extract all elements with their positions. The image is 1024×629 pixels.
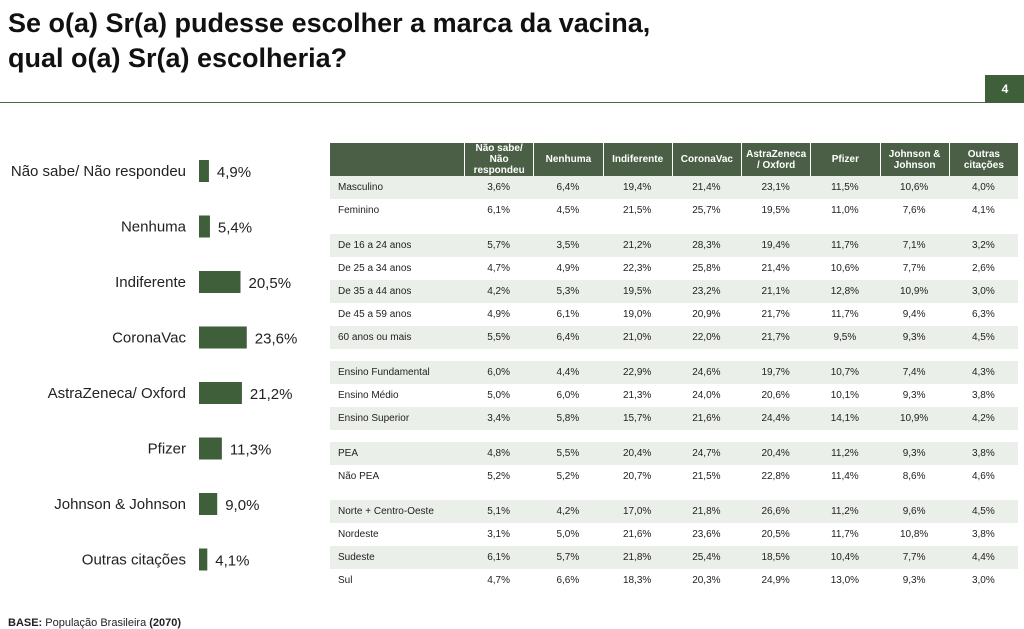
table-cell: 3,1% — [464, 523, 533, 546]
table-cell: 5,0% — [464, 384, 533, 407]
table-cell: 4,4% — [949, 546, 1018, 569]
table-cell: 21,4% — [672, 176, 741, 199]
table-cell: 6,0% — [533, 384, 602, 407]
table-cell: 10,7% — [810, 361, 879, 384]
table-cell: 7,4% — [880, 361, 949, 384]
table-cell: 9,3% — [880, 569, 949, 592]
table-cell: 20,7% — [603, 465, 672, 488]
table-cell: 3,5% — [533, 234, 602, 257]
column-header: AstraZeneca / Oxford — [741, 143, 810, 176]
table-cell: 23,2% — [672, 280, 741, 303]
table-cell: 4,1% — [949, 199, 1018, 222]
category-label: Johnson & Johnson — [54, 496, 186, 513]
table-header-row — [330, 143, 1018, 176]
table-cell: 19,4% — [741, 234, 810, 257]
table-cell: 4,7% — [464, 257, 533, 280]
table-cell: 3,6% — [464, 176, 533, 199]
table-row — [330, 500, 1018, 523]
data-label: 20,5% — [248, 275, 292, 292]
table-cell: 5,3% — [533, 280, 602, 303]
base-n: (2070) — [149, 617, 182, 629]
table-row — [330, 326, 1018, 349]
table-cell: 5,2% — [533, 465, 602, 488]
bar — [199, 493, 217, 515]
table-cell: 3,2% — [949, 234, 1018, 257]
table-cell: 6,1% — [464, 199, 533, 222]
table-cell: 23,6% — [672, 523, 741, 546]
header-divider — [0, 102, 1006, 103]
table-cell: 4,8% — [464, 442, 533, 465]
table-cell: 9,5% — [810, 326, 879, 349]
table-cell: 20,6% — [741, 384, 810, 407]
table-cell: 6,3% — [949, 303, 1018, 326]
category-label: Nenhuma — [120, 218, 186, 236]
table-cell: 5,2% — [464, 465, 533, 488]
bar — [199, 271, 241, 293]
table-cell: 11,7% — [810, 523, 879, 546]
table-cell: 3,8% — [949, 384, 1018, 407]
table-cell: 5,1% — [464, 500, 533, 523]
table-cell: 21,5% — [603, 199, 672, 222]
table-row — [330, 384, 1018, 407]
table-row — [330, 280, 1018, 303]
table-cell: 10,6% — [810, 257, 879, 280]
table-cell: 25,8% — [672, 257, 741, 280]
table-cell: 4,7% — [464, 569, 533, 592]
table-cell: 4,6% — [949, 465, 1018, 488]
table-cell: 9,3% — [880, 442, 949, 465]
table-cell: 9,4% — [880, 303, 949, 326]
table-cell: 7,7% — [880, 546, 949, 569]
table-cell: 13,0% — [810, 569, 879, 592]
row-label: Ensino Superior — [330, 407, 464, 430]
brand-preference-bar-chart — [0, 140, 320, 600]
table-cell: 26,6% — [741, 500, 810, 523]
table-cell: 11,7% — [810, 234, 879, 257]
title-line-1: Se o(a) Sr(a) pudesse escolher a marca da vacina, — [8, 8, 651, 38]
table-cell: 21,5% — [672, 465, 741, 488]
row-label: De 25 a 34 anos — [330, 257, 464, 280]
table-cell: 22,3% — [603, 257, 672, 280]
table-cell: 18,3% — [603, 569, 672, 592]
table-cell: 21,8% — [603, 546, 672, 569]
table-cell: 7,1% — [880, 234, 949, 257]
table-cell: 4,5% — [949, 500, 1018, 523]
table-cell: 12,8% — [810, 280, 879, 303]
table-cell: 25,4% — [672, 546, 741, 569]
table-cell: 24,9% — [741, 569, 810, 592]
column-header: Outras citações — [949, 143, 1018, 176]
table-cell: 21,0% — [603, 326, 672, 349]
table-cell: 5,8% — [533, 407, 602, 430]
breakdown-table — [330, 143, 1018, 592]
table-cell: 10,6% — [880, 176, 949, 199]
row-label: Ensino Fundamental — [330, 361, 464, 384]
category-label: AstraZeneca/ Oxford — [47, 385, 186, 402]
table-cell: 6,0% — [464, 361, 533, 384]
table-cell: 21,6% — [603, 523, 672, 546]
table-cell: 19,4% — [603, 176, 672, 199]
table-cell: 8,6% — [880, 465, 949, 488]
category-label: Outras citações — [81, 551, 186, 569]
row-label: Norte + Centro-Oeste — [330, 500, 464, 523]
table-cell: 21,8% — [672, 500, 741, 523]
table-cell: 14,1% — [810, 407, 879, 430]
table-cell: 4,3% — [949, 361, 1018, 384]
table-cell: 11,2% — [810, 500, 879, 523]
table-cell: 9,3% — [880, 384, 949, 407]
column-header: CoronaVac — [672, 143, 741, 176]
table-cell: 20,5% — [741, 523, 810, 546]
row-label: Ensino Médio — [330, 384, 464, 407]
column-header: Johnson & Johnson — [880, 143, 949, 176]
data-label: 11,3% — [229, 441, 272, 459]
table-cell: 4,9% — [464, 303, 533, 326]
data-label: 4,1% — [215, 552, 250, 570]
title-line-2: qual o(a) Sr(a) escolheria? — [8, 43, 348, 73]
table-cell: 4,4% — [533, 361, 602, 384]
bar — [199, 327, 247, 349]
table-cell: 4,0% — [949, 176, 1018, 199]
category-label: Indiferente — [115, 274, 186, 291]
row-label: Nordeste — [330, 523, 464, 546]
table-cell: 21,6% — [672, 407, 741, 430]
row-label: De 35 a 44 anos — [330, 280, 464, 303]
table-cell: 20,4% — [741, 442, 810, 465]
column-header: Nenhuma — [533, 143, 602, 176]
data-label: 5,4% — [217, 219, 253, 237]
table-cell: 11,5% — [810, 176, 879, 199]
group-spacer — [330, 349, 1018, 361]
table-row — [330, 303, 1018, 326]
table-cell: 22,8% — [741, 465, 810, 488]
table-row — [330, 442, 1018, 465]
table-cell: 21,4% — [741, 257, 810, 280]
table-cell: 19,7% — [741, 361, 810, 384]
table-cell: 9,3% — [880, 326, 949, 349]
table-cell: 21,1% — [741, 280, 810, 303]
column-header: Não sabe/ Não respondeu — [464, 143, 533, 176]
table-row — [330, 257, 1018, 280]
page-title — [8, 6, 650, 76]
table-row — [330, 465, 1018, 488]
table-cell: 6,1% — [533, 303, 602, 326]
base-note — [8, 617, 181, 629]
category-label: CoronaVac — [112, 329, 186, 347]
table-cell: 6,4% — [533, 326, 602, 349]
table-cell: 3,4% — [464, 407, 533, 430]
row-label: 60 anos ou mais — [330, 326, 464, 349]
table-cell: 19,0% — [603, 303, 672, 326]
table-cell: 11,2% — [810, 442, 879, 465]
table-cell: 11,4% — [810, 465, 879, 488]
table-cell: 5,5% — [533, 442, 602, 465]
table-cell: 24,6% — [672, 361, 741, 384]
table-cell: 21,7% — [741, 326, 810, 349]
page-number-badge: 4 — [985, 75, 1024, 103]
table-cell: 3,0% — [949, 280, 1018, 303]
table-cell: 4,2% — [949, 407, 1018, 430]
table-cell: 25,7% — [672, 199, 741, 222]
bar — [199, 216, 210, 238]
table-cell: 10,4% — [810, 546, 879, 569]
table-row — [330, 546, 1018, 569]
base-label: BASE: — [8, 617, 43, 629]
table-cell: 5,7% — [533, 546, 602, 569]
table-cell: 5,5% — [464, 326, 533, 349]
table-cell: 3,8% — [949, 523, 1018, 546]
table-row — [330, 407, 1018, 430]
table-cell: 6,1% — [464, 546, 533, 569]
table-cell: 7,7% — [880, 257, 949, 280]
bar — [199, 160, 209, 182]
table-row — [330, 234, 1018, 257]
base-text: População Brasileira — [45, 617, 147, 629]
table-cell: 24,7% — [672, 442, 741, 465]
table-cell: 21,2% — [603, 234, 672, 257]
data-label: 4,9% — [216, 164, 252, 181]
table-cell: 20,3% — [672, 569, 741, 592]
row-label: De 45 a 59 anos — [330, 303, 464, 326]
row-label: Masculino — [330, 176, 464, 199]
table-cell: 3,8% — [949, 442, 1018, 465]
table-cell: 18,5% — [741, 546, 810, 569]
table-cell: 5,7% — [464, 234, 533, 257]
table-cell: 19,5% — [603, 280, 672, 303]
category-label: Pfizer — [147, 440, 186, 458]
row-label: De 16 a 24 anos — [330, 234, 464, 257]
table-cell: 22,0% — [672, 326, 741, 349]
bar — [199, 438, 222, 460]
row-label: PEA — [330, 442, 464, 465]
table-cell: 28,3% — [672, 234, 741, 257]
table-header-corner — [330, 143, 464, 176]
table-cell: 7,6% — [880, 199, 949, 222]
table-cell: 3,0% — [949, 569, 1018, 592]
table-cell: 10,9% — [880, 280, 949, 303]
row-label: Sul — [330, 569, 464, 592]
data-label: 21,2% — [249, 386, 293, 403]
table-cell: 19,5% — [741, 199, 810, 222]
table-cell: 10,1% — [810, 384, 879, 407]
table-cell: 22,9% — [603, 361, 672, 384]
table-cell: 4,5% — [949, 326, 1018, 349]
bar — [199, 549, 207, 571]
table-row — [330, 523, 1018, 546]
table-row — [330, 176, 1018, 199]
table-cell: 24,0% — [672, 384, 741, 407]
row-label: Sudeste — [330, 546, 464, 569]
table-cell: 21,3% — [603, 384, 672, 407]
table-cell: 24,4% — [741, 407, 810, 430]
table-cell: 9,6% — [880, 500, 949, 523]
table-cell: 10,8% — [880, 523, 949, 546]
table-cell: 23,1% — [741, 176, 810, 199]
group-spacer — [330, 488, 1018, 500]
group-spacer — [330, 430, 1018, 442]
table-row — [330, 199, 1018, 222]
row-label: Feminino — [330, 199, 464, 222]
table-cell: 20,9% — [672, 303, 741, 326]
bar — [199, 382, 242, 404]
table-cell: 17,0% — [603, 500, 672, 523]
row-label: Não PEA — [330, 465, 464, 488]
group-spacer — [330, 222, 1018, 234]
table-cell: 15,7% — [603, 407, 672, 430]
table-cell: 11,0% — [810, 199, 879, 222]
column-header: Pfizer — [810, 143, 879, 176]
table-cell: 2,6% — [949, 257, 1018, 280]
table-cell: 5,0% — [533, 523, 602, 546]
category-label: Não sabe/ Não respondeu — [10, 163, 186, 180]
table-cell: 11,7% — [810, 303, 879, 326]
table-cell: 20,4% — [603, 442, 672, 465]
breakdown-table-container — [330, 143, 1018, 592]
data-label: 23,6% — [254, 330, 298, 348]
table-cell: 4,9% — [533, 257, 602, 280]
column-header: Indiferente — [603, 143, 672, 176]
table-cell: 10,9% — [880, 407, 949, 430]
table-row — [330, 361, 1018, 384]
table-cell: 6,6% — [533, 569, 602, 592]
table-cell: 4,5% — [533, 199, 602, 222]
table-cell: 4,2% — [464, 280, 533, 303]
table-cell: 4,2% — [533, 500, 602, 523]
table-cell: 6,4% — [533, 176, 602, 199]
table-row — [330, 569, 1018, 592]
data-label: 9,0% — [225, 497, 260, 514]
table-cell: 21,7% — [741, 303, 810, 326]
